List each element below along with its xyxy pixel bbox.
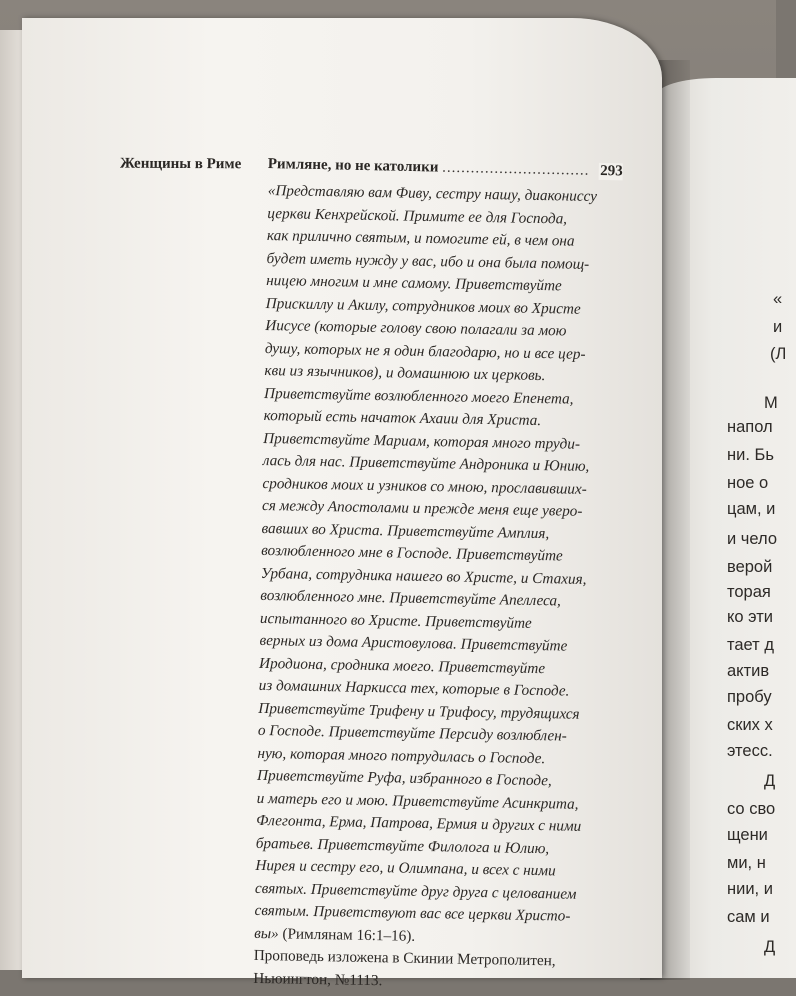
toc-title: Римляне, но не католики <box>267 156 439 176</box>
right-page-fragment: сам и <box>727 908 770 926</box>
right-page-fragment: ко эти <box>727 608 773 626</box>
quote-line: душу, которых не я один благодарю, но и все цер- <box>264 339 586 363</box>
quote-last-italic: вы» <box>254 924 279 942</box>
quote-line: Приветствуйте Мариам, которая много труди- <box>263 429 581 453</box>
quote-line: Флегонта, Ерма, Патрова, Ермия и других с ними <box>256 811 582 835</box>
right-page-fragment: « <box>773 290 783 308</box>
quote-line: Иродиона, сродника моего. Приветствуйте <box>258 654 546 677</box>
note-lines <box>253 945 599 996</box>
quote-line: «Представляю вам Фиву, сестру нашу, диакониссу <box>267 181 598 206</box>
right-page-fragment: торая <box>727 583 771 601</box>
quote-line: вавших во Христа. Приветствуйте Амплия, <box>261 519 550 542</box>
quote-line: святым. Приветствуют вас все церкви Христо- <box>254 901 571 925</box>
right-page-fragment: и <box>773 318 783 336</box>
running-head: Женщины в Риме <box>119 155 242 173</box>
note-line: Ньюингтон, №1113. <box>253 969 383 989</box>
right-page-fragment: щени <box>727 826 768 844</box>
quote-line: Нирея и сестру его, и Олимпана, и всех с ними <box>255 856 556 880</box>
quote-line: из домашних Наркисса тех, которые в Господе. <box>258 676 570 700</box>
toc-leader-dots: ............................... <box>442 159 590 179</box>
quote-line: Иисусе (которые голову свою полагали за мою <box>265 316 567 340</box>
quote-line: Приветствуйте возлюбленного моего Епенета, <box>263 384 574 408</box>
quote-line: который есть начаток Ахаии для Христа. <box>263 406 542 430</box>
right-page-fragment: актив <box>727 662 770 680</box>
quote-line: Прискиллу и Акилу, сотрудников моих во Христе <box>265 294 581 318</box>
right-page-fragment: пробу <box>727 688 772 706</box>
quote-block <box>253 180 613 996</box>
quote-lines <box>254 180 613 929</box>
toc-page-number: 293 <box>598 163 623 181</box>
quote-line: ную, которая много потрудилась о Господе. <box>257 744 546 767</box>
quote-line: лась для нас. Приветствуйте Андроника и Юнию, <box>262 451 590 475</box>
right-page-fragment: ми, н <box>727 854 766 872</box>
quote-line: кви из язычников), и домашнюю их церковь. <box>264 361 546 385</box>
quote-line: возлюбленного мне. Приветствуйте Апеллеса, <box>260 586 562 610</box>
quote-line: святых. Приветствуйте друг друга с целованием <box>254 879 577 903</box>
quote-line: Приветствуйте Руфа, избранного в Господе, <box>256 766 552 790</box>
quote-reference: (Римлянам 16:1–16). <box>278 924 416 945</box>
quote-line: братьев. Приветствуйте Филолога и Юлию, <box>255 834 550 857</box>
right-page-fragment: М <box>764 394 778 412</box>
quote-line: церкви Кенхрейской. Примите ее для Господа, <box>267 204 568 227</box>
quote-line: о Господе. Приветствуйте Персиду возлюблен- <box>257 721 567 745</box>
right-page-fragment: ни. Бь <box>727 446 774 464</box>
quote-line: испытанного во Христе. Приветствуйте <box>259 609 532 632</box>
quote-line: как прилично святым, и помогите ей, в чем она <box>266 226 575 250</box>
right-page-fragment: ских х <box>727 716 773 734</box>
right-page-fragment: ное о <box>727 474 769 492</box>
right-page-fragment: нии, и <box>727 880 773 898</box>
quote-line: ся между Апостолами и прежде меня еще уверо- <box>261 496 583 520</box>
right-page-fragment: этесс. <box>727 742 773 760</box>
quote-line: ницею многим и мне самому. Приветствуйте <box>266 271 562 295</box>
right-page-fragment: Д <box>764 772 776 790</box>
quote-line: верных из дома Аристовулова. Приветствуйте <box>259 631 568 655</box>
right-page-fragment: цам, и <box>727 500 776 518</box>
quote-line: возлюбленного мне в Господе. Приветствуйте <box>261 541 563 565</box>
right-page-fragment: верой <box>727 558 773 576</box>
right-page-fragment: (Л <box>770 345 787 363</box>
right-page-fragment: тает д <box>727 636 774 654</box>
note-line: Проповедь изложена в Скинии Метрополитен, <box>253 946 556 970</box>
right-page-fragment: и чело <box>727 530 778 548</box>
quote-line: Приветствуйте Трифену и Трифосу, трудящихся <box>258 699 580 723</box>
quote-line: Урбана, сотрудника нашего во Христе, и Стахия, <box>260 564 587 588</box>
quote-line: сродников моих и узников со мною, прославивших- <box>262 474 587 498</box>
right-page-fragment: напол <box>727 418 773 436</box>
right-page-fragment: Д <box>764 938 776 956</box>
quote-line: и матерь его и мою. Приветствуйте Асинкрита, <box>256 789 579 813</box>
quote-line: будет иметь нужду у вас, ибо и она была помощ- <box>266 249 590 273</box>
right-page-fragment: со сво <box>727 800 776 818</box>
